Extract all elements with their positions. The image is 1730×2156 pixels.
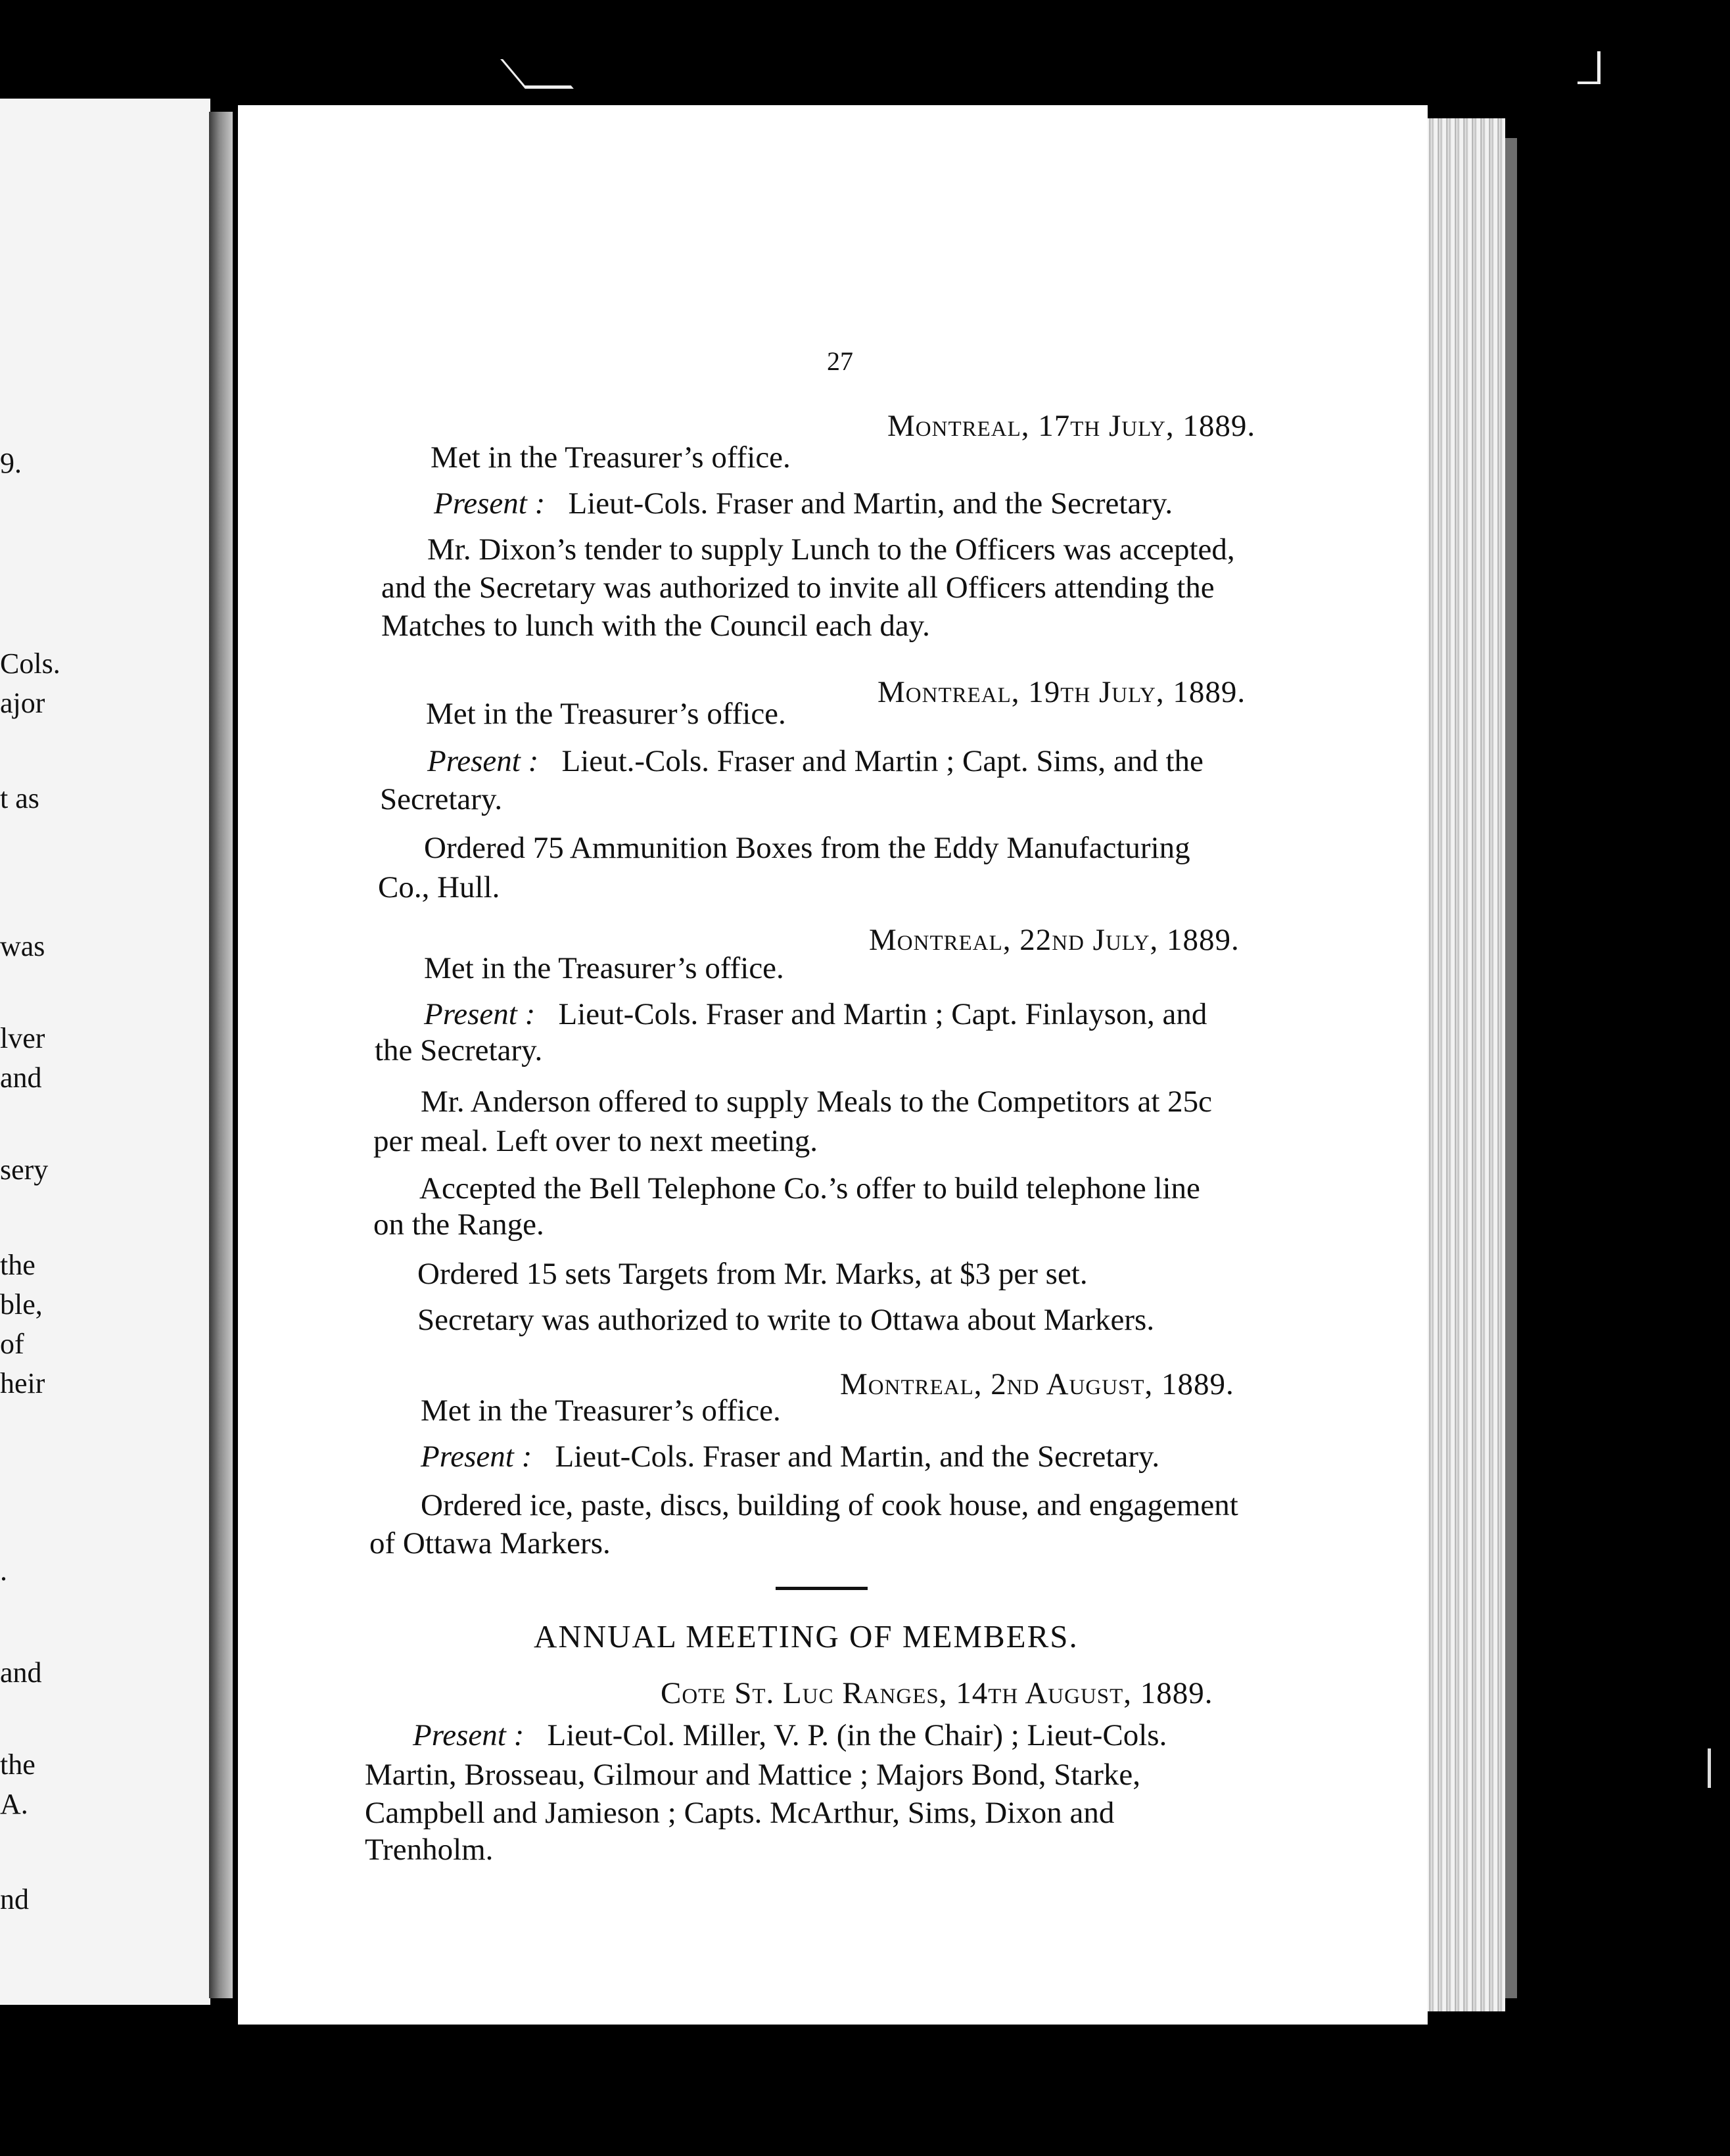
edge-mark: [1708, 1748, 1711, 1788]
present-label: Present :: [434, 486, 546, 521]
left-page-fragment: sery: [0, 1154, 49, 1186]
back-cover-edge: [1505, 138, 1517, 1998]
entry-line: Co., Hull.: [378, 870, 500, 904]
entry-line: and the Secretary was authorized to invite all Officers attending the: [381, 571, 1215, 605]
annual-line: Trenholm.: [365, 1833, 494, 1867]
entry-line: the Secretary.: [375, 1033, 543, 1067]
annual-line-text: Lieut-Col. Miller, V. P. (in the Chair) ; Lieut-Cols.: [547, 1718, 1167, 1752]
entry-line: Secretary.: [380, 782, 503, 816]
entry-line: Ordered ice, paste, discs, building of cook house, and engagement: [421, 1488, 1238, 1522]
entry-line: on the Range.: [373, 1207, 544, 1242]
left-page-fragment: t as: [0, 782, 39, 814]
entry-place-date: Montreal, 19th July, 1889.: [877, 675, 1246, 709]
left-page-fragment: ajor: [0, 687, 45, 719]
left-page-fragment: .: [0, 1555, 7, 1587]
present-label: Present :: [427, 744, 539, 778]
entry-line: Mr. Dixon’s tender to supply Lunch to the Officers was accepted,: [427, 532, 1235, 567]
annual-place-date: Cote St. Luc Ranges, 14th August, 1889.: [661, 1676, 1213, 1710]
present-label: Present :: [424, 997, 536, 1031]
entry-line-text: Lieut-Cols. Fraser and Martin, and the Secretary.: [555, 1440, 1160, 1474]
annual-line: Martin, Brosseau, Gilmour and Mattice ; Majors Bond, Starke,: [365, 1758, 1141, 1792]
left-page-fragment: the: [0, 1748, 35, 1781]
annual-line: Campbell and Jamieson ; Capts. McArthur, Sims, Dixon and: [365, 1796, 1115, 1830]
left-page-fragment: nd: [0, 1883, 29, 1915]
annual-line: [413, 1717, 1167, 1754]
entry-line: Met in the Treasurer’s office.: [421, 1394, 781, 1428]
entry-line: Met in the Treasurer’s office.: [426, 697, 786, 731]
left-page-fragment: lver: [0, 1022, 45, 1054]
left-page-fragment: and: [0, 1656, 42, 1689]
facing-page: [0, 99, 210, 2005]
left-page-fragment: was: [0, 930, 45, 962]
entry-line: [421, 1438, 1159, 1475]
entry-line: Ordered 75 Ammunition Boxes from the Eddy Manufacturing: [424, 831, 1190, 865]
entry-line: Ordered 15 sets Targets from Mr. Marks, at $3 per set.: [417, 1257, 1088, 1291]
left-page-fragment: ble,: [0, 1288, 43, 1321]
corner-mark: [1578, 51, 1601, 84]
left-page-fragment: of: [0, 1328, 24, 1360]
left-page-fragment: A.: [0, 1788, 28, 1820]
entry-line: Secretary was authorized to write to Ottawa about Markers.: [417, 1303, 1155, 1337]
present-label: Present :: [421, 1440, 532, 1474]
entry-line: of Ottawa Markers.: [369, 1526, 611, 1560]
entry-line: per meal. Left over to next meeting.: [373, 1124, 818, 1158]
entry-line: Met in the Treasurer’s office.: [431, 440, 791, 475]
entry-line-text: Lieut-Cols. Fraser and Martin ; Capt. Finlayson, and: [558, 997, 1207, 1031]
entry-place-date: Montreal, 22nd July, 1889.: [869, 923, 1240, 957]
section-heading: ANNUAL MEETING OF MEMBERS.: [534, 1618, 1079, 1654]
left-page-fragment: the: [0, 1249, 35, 1281]
left-page-fragment: and: [0, 1062, 42, 1094]
corner-mark: [500, 59, 574, 89]
book-gutter: [209, 112, 233, 1998]
entry-line: Mr. Anderson offered to supply Meals to the Competitors at 25c: [421, 1085, 1212, 1119]
left-page-fragment: heir: [0, 1367, 45, 1399]
entry-place-date: Montreal, 17th July, 1889.: [887, 409, 1256, 443]
left-page-fragment: 9.: [0, 447, 22, 479]
entry-line: [427, 743, 1204, 780]
entry-line: Matches to lunch with the Council each day.: [381, 609, 930, 643]
present-label: Present :: [413, 1718, 525, 1752]
entry-line: [424, 996, 1207, 1033]
entry-place-date: Montreal, 2nd August, 1889.: [840, 1367, 1234, 1401]
page-number: 27: [827, 346, 853, 376]
entry-line-text: Lieut-Cols. Fraser and Martin, and the Secretary.: [568, 486, 1173, 521]
section-rule: [776, 1587, 868, 1590]
entry-line: Accepted the Bell Telephone Co.’s offer to build telephone line: [419, 1171, 1200, 1206]
left-page-fragment: Cols.: [0, 647, 60, 680]
entry-line: [434, 485, 1173, 522]
entry-line: Met in the Treasurer’s office.: [424, 951, 784, 985]
entry-line-text: Lieut.-Cols. Fraser and Martin ; Capt. Sims, and the: [561, 744, 1204, 778]
